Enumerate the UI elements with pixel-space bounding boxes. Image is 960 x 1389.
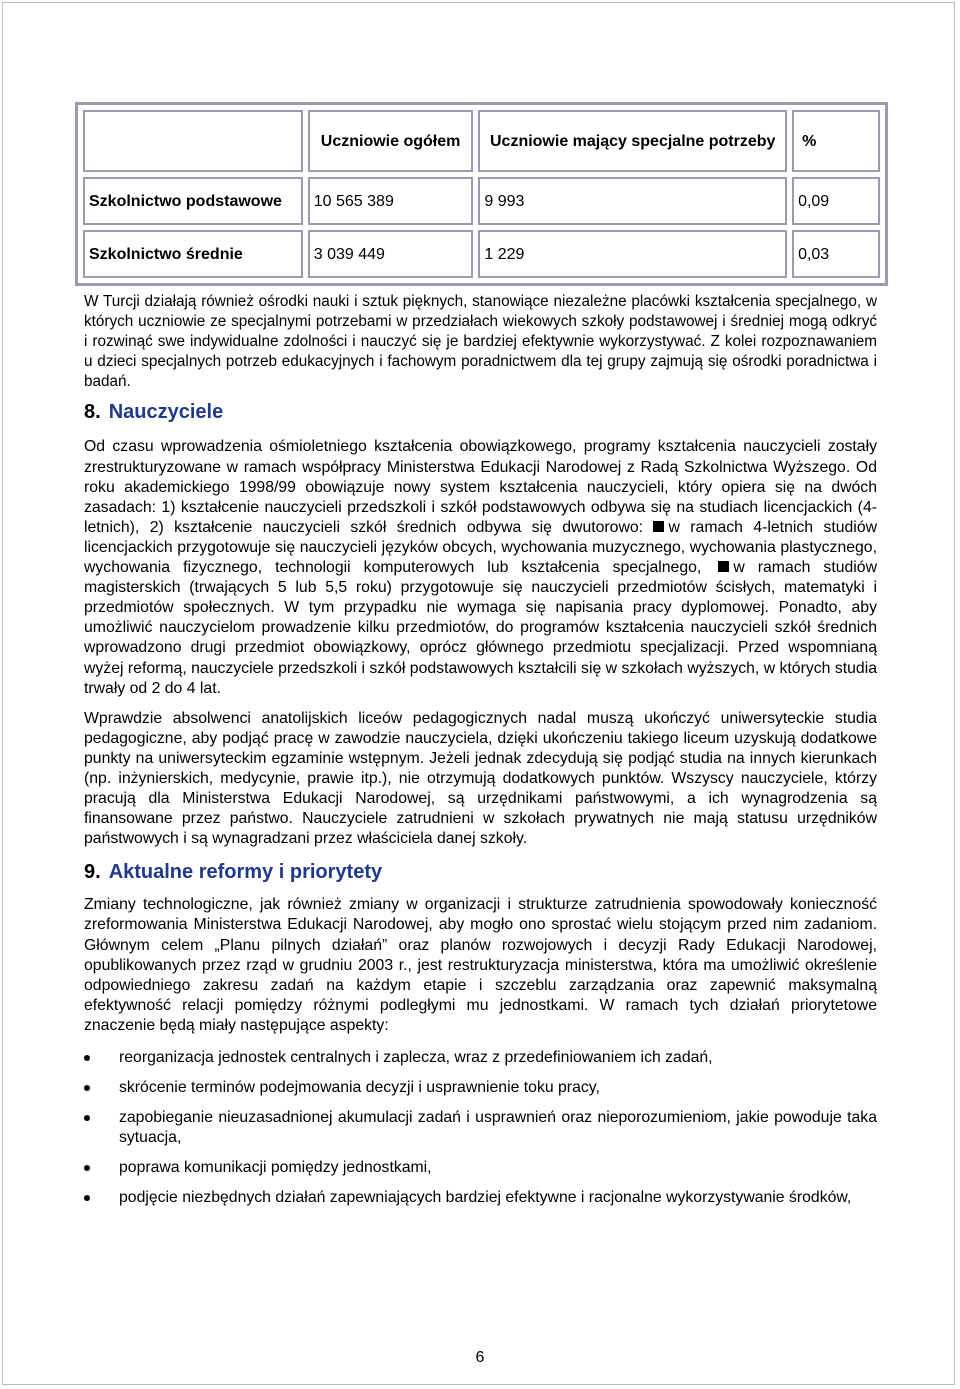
section-title: Nauczyciele: [108, 401, 224, 424]
priorities-list: [84, 1048, 877, 1209]
teachers-text-a: Od czasu wprowadzenia ośmioletniego kształcenia obowiązkowego, programy kształcenia nauczycieli zostały zrestrukturyzowane w ramach współpracy Ministerstwa Edukacji Narodowej z Radą Szkolnictwa Wyższego. Od roku akademickiego 1998/99 obowiązuje nowy system kształcenia nauczycieli, który opiera się na dwóch zasadach: 1) kształcenie nauczycieli przedszkoli i szkół podstawowych odbywa się na studiach licencjackich (4-letnich), 2) kształcenie nauczycieli szkół średnich odbywa się dwutorowo:: [84, 438, 877, 536]
list-item: zapobieganie nieuzasadnionej akumulacji zadań i usprawnień oraz nieporozumieniom, jakie powoduje taka sytuacja,: [84, 1108, 877, 1148]
teachers-paragraph-1: [84, 437, 877, 698]
cell-special-needs: 1 229: [478, 230, 787, 278]
document-body: [84, 292, 877, 1219]
list-item: podjęcie niezbędnych działań zapewniających bardziej efektywne i racjonalne wykorzystywanie środków,: [84, 1188, 877, 1208]
teachers-text-c: w ramach studiów magisterskich (trwających 5 lub 5,5 roku) przygotowuje się nauczycieli przedmiotów ścisłych, matematyki i przedmiotów społecznych. W tym przypadku nie wymaga się napisania pracy dyplomowej. Ponadto, aby umożliwić nauczycielom prowadzenie kilku przedmiotów, do programów kształcenia nauczycieli szkół średnich wprowadzono drugi przedmiot obowiązkowy, oprócz głównego przedmiotu specjalizacji. Przed wspomnianą wyżej reformą, nauczyciele przedszkoli i szkół podstawowych kształcili się w szkołach wyższych, w których studia trwały od 2 do 4 lat.: [84, 559, 877, 697]
header-cell-total: Uczniowie ogółem: [308, 110, 474, 172]
header-cell-percent: %: [792, 110, 880, 172]
section-heading-9: [84, 860, 877, 884]
row-label: Szkolnictwo podstawowe: [83, 177, 303, 225]
bullet-icon: [84, 1165, 90, 1171]
bullet-icon: [84, 1195, 90, 1201]
section-number: 8.: [84, 401, 101, 424]
section-number: 9.: [84, 861, 101, 884]
square-bullet-icon: [718, 561, 729, 572]
teachers-paragraph-2: Wprawdzie absolwenci anatolijskich liceów pedagogicznych nadal muszą ukończyć uniwersyteckie studia pedagogiczne, aby podjąć pracę w zawodzie nauczyciela, dzięki ukończeniu takiego liceum uzyskują dodatkowe punkty na uniwersyteckim egzaminie wstępnym. Jeżeli jednak zdecydują się podjąć studia na innych kierunkach (np. inżynierskich, medycynie, prawie itp.), nie otrzymują dodatkowych punktów. Wszyscy nauczyciele, którzy pracują dla Ministerstwa Edukacji Narodowej, są urzędnikami państwowymi, a ich wynagrodzenia są finansowane przez państwo. Nauczyciele zatrudnieni w szkołach prywatnych nie mają statusu urzędników państwowych i są wynagradzani przez właściciela danej szkoły.: [84, 709, 877, 848]
list-item: skrócenie terminów podejmowania decyzji i usprawnienie toku pracy,: [84, 1078, 877, 1098]
bullet-icon: [84, 1055, 90, 1061]
list-item: reorganizacja jednostek centralnych i zaplecza, wraz z przedefiniowaniem ich zadań,: [84, 1048, 877, 1068]
cell-special-needs: 9 993: [478, 177, 787, 225]
list-item: poprawa komunikacji pomiędzy jednostkami,: [84, 1158, 877, 1178]
page-number: 6: [475, 1349, 485, 1366]
bullet-icon: [84, 1085, 90, 1091]
cell-total: 3 039 449: [308, 230, 474, 278]
cell-percent: 0,09: [792, 177, 880, 225]
section-title: Aktualne reformy i priorytety: [108, 861, 383, 884]
reforms-paragraph: Zmiany technologiczne, jak również zmiany w organizacji i strukturze zatrudnienia spowodowały konieczność zreformowania Ministerstwa Edukacji Narodowej, aby mogło ono sprostać wielu stojącym przed nim zadaniom. Głównym celem „Planu pilnych działań” oraz planów rozwojowych i decyzji Rady Edukacji Narodowej, opublikowanych przez rząd w grudniu 2003 r., jest restrukturyzacja ministerstwa, która ma umożliwić określenie odpowiedniego zakresu zadań na każdym etapie i szczeblu zarządzania oraz zapewnić maksymalną efektywność relacji pomiędzy różnymi podległymi mu jednostkami. W ramach tych działań priorytetowe znaczenie będą miały następujące aspekty:: [84, 896, 877, 1034]
section-heading-8: [84, 400, 877, 424]
square-bullet-icon: [653, 521, 664, 532]
table-header-row: [83, 110, 880, 172]
cell-percent: 0,03: [792, 230, 880, 278]
header-cell-special-needs: Uczniowie mający specjalne potrzeby: [478, 110, 787, 172]
bullet-icon: [84, 1115, 90, 1121]
header-cell-empty: [83, 110, 303, 172]
teachers-text-b: w ramach 4-letnich studiów licencjackich przygotowuje się nauczycieli języków obcych, wychowania muzycznego, wychowania plastycznego, wychowania fizycznego, technologii komputerowych lub kształcenia specjalnego,: [84, 518, 878, 577]
table-row: [83, 230, 880, 278]
table-row: [83, 177, 880, 225]
students-table: [75, 102, 888, 286]
row-label: Szkolnictwo średnie: [83, 230, 303, 278]
cell-total: 10 565 389: [308, 177, 474, 225]
intro-paragraph: W Turcji działają również ośrodki nauki i sztuk pięknych, stanowiące niezależne placówki kształcenia specjalnego, w których uczniowie ze specjalnymi potrzebami w przedziałach wiekowych szkoły podstawowej i średniej mogą odkryć i rozwinąć swe indywidualne zdolności i nauczyć się je bardziej efektywnie wykorzystywać. Z kolei rozpoznawaniem u dzieci specjalnych potrzeb edukacyjnych i fachowym poradnictwem dla tej grupy zajmują się ośrodki poradnictwa i badań.: [84, 293, 877, 391]
